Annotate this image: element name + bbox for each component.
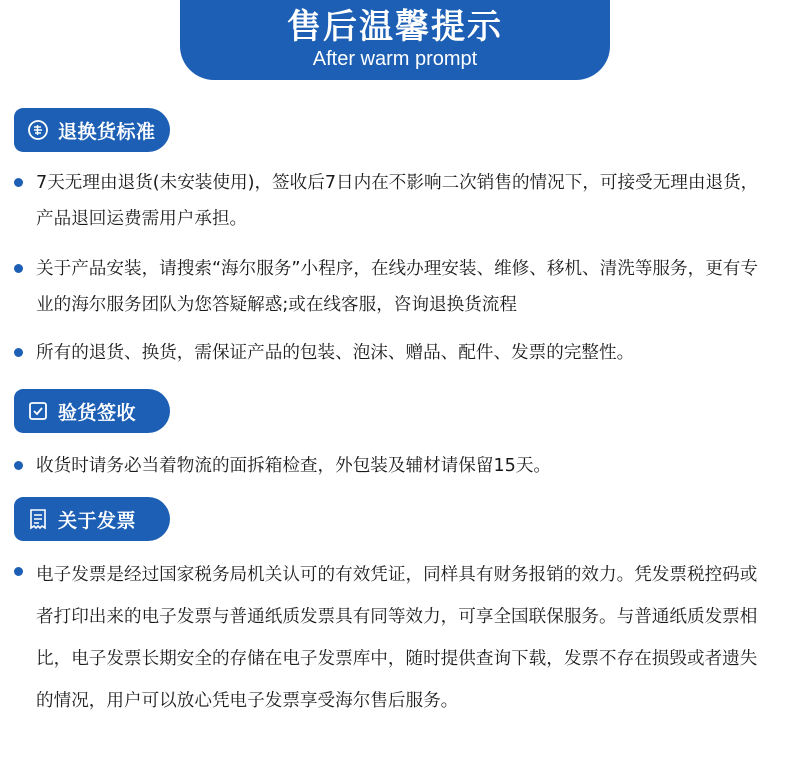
checklist-icon — [27, 400, 49, 422]
section-title: 验货签收 — [58, 401, 137, 424]
page-subtitle: After warm prompt — [312, 48, 478, 70]
page-title: 售后温馨提示 — [287, 7, 503, 47]
list-item: 电子发票是经过国家税务局机关认可的有效凭证，同样具有财务报销的效力。凭发票税控码或者打印出来的电子发票与普通纸质发票具有同等效力，可享全国联保服务。与普通纸质发票相比，电子发票长期安全的存储在电子发票库中，随时提供查询下载，发票不存在损毁或者遗失的情况，用户可以放心凭电子发票享受海尔售后服务。 — [36, 565, 758, 711]
list-item: 关于产品安装，请搜索“海尔服务”小程序，在线办理安装、维修、移机、清洗等服务，更有专业的海尔服务团队为您答疑解惑;或在线客服，咨询退换货流程 — [36, 259, 758, 315]
section-title: 退换货标准 — [58, 120, 156, 143]
invoice-icon — [27, 508, 49, 530]
return-icon — [27, 119, 49, 141]
bullet — [14, 461, 23, 470]
bullet — [14, 178, 23, 187]
bullet — [14, 264, 23, 273]
header-banner — [180, 0, 610, 80]
section-tag-inspection — [14, 389, 170, 433]
list-item: 收货时请务必当着物流的面拆箱检查，外包装及辅材请保留15天。 — [36, 456, 552, 476]
section-title: 关于发票 — [58, 509, 137, 532]
section-tag-invoice — [14, 497, 170, 541]
list-item: 所有的退货、换货，需保证产品的包装、泡沫、赠品、配件、发票的完整性。 — [36, 343, 635, 363]
bullet — [14, 567, 23, 576]
section-tag-return — [14, 108, 170, 152]
list-item: 7天无理由退货(未安装使用)，签收后7日内在不影响二次销售的情况下，可接受无理由退货，产品退回运费需用户承担。 — [36, 173, 759, 229]
bullet — [14, 348, 23, 357]
